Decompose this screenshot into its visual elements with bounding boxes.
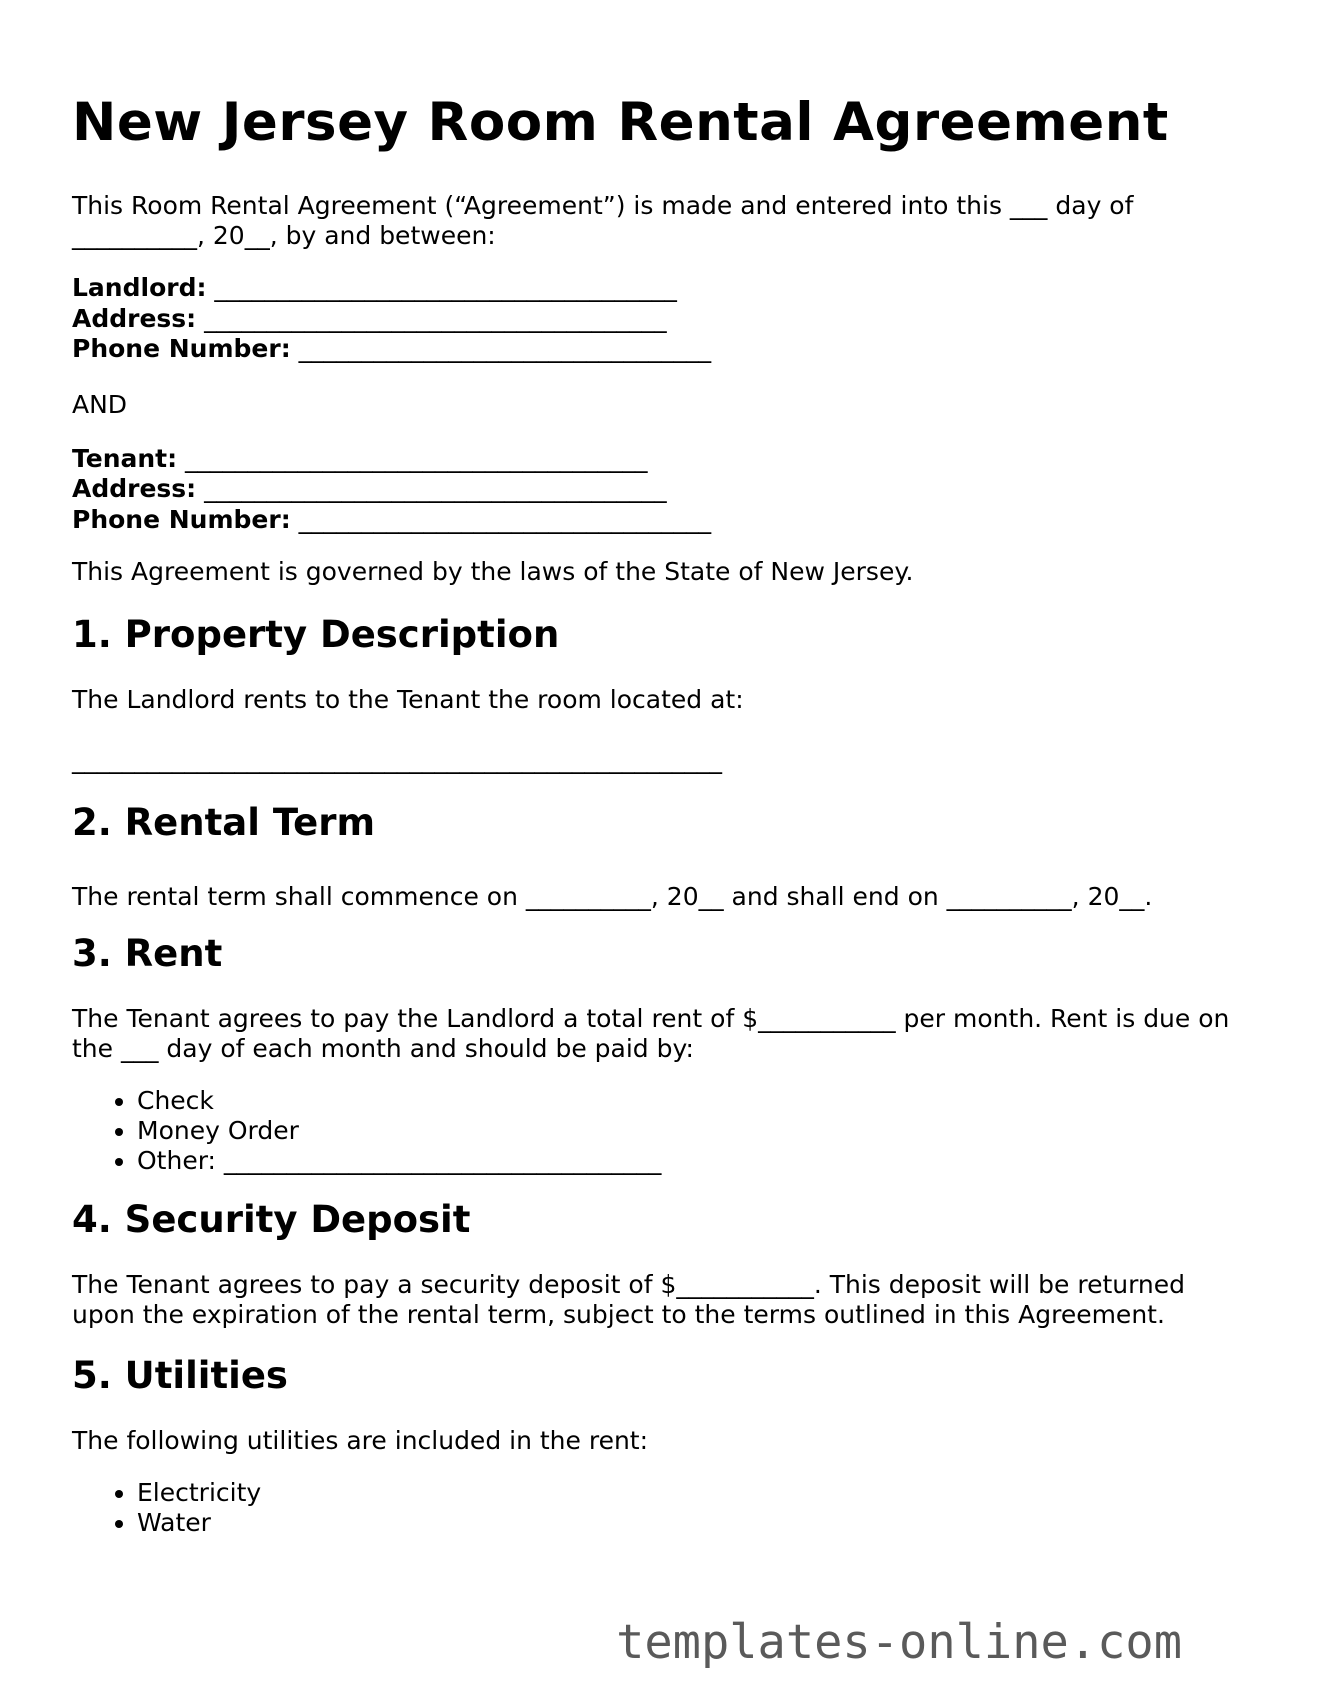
section-term-heading: 2. Rental Term [72,801,376,844]
and-text: AND [72,389,128,419]
list-item: • Money Order [137,1116,1252,1146]
landlord-phone-blank: _________________________________ [290,334,712,363]
landlord-address-line: Address: _____________________________________ [72,303,667,333]
landlord-block [72,273,1252,365]
intro-paragraph: This Room Rental Agreement (“Agreement”) is made and entered into this ___ day of __________, 20__, by and between: [72,191,1134,250]
utilities-list [72,1478,1252,1538]
tenant-name-blank: _____________________________________ [177,443,648,473]
section-rent-text: The Tenant agrees to pay the Landlord a total rent of $___________ per month. Rent is due on the ___ day of each month and should be paid by: [72,1004,1230,1063]
section-property-blank: ____________________________________________________ [72,745,722,774]
section-deposit-heading: 4. Security Deposit [72,1198,471,1241]
list-item: • Water [137,1508,1252,1538]
section-property-heading: 1. Property Description [72,613,560,656]
tenant-address-line: Address: _____________________________________ [72,474,667,503]
tenant-phone-line: Phone Number: _________________________________ [72,504,712,534]
landlord-phone-line: Phone Number: _________________________________ [72,334,712,363]
document-page [72,88,1252,1538]
list-item: • Check [137,1086,1252,1116]
list-item: • Other: ___________________________________ [137,1146,1252,1176]
governing-law-text: This Agreement is governed by the laws of the State of New Jersey. [72,557,914,586]
section-utilities-heading: 5. Utilities [72,1354,288,1397]
tenant-block [72,444,1252,536]
section-utilities-text: The following utilities are included in the rent: [72,1426,649,1455]
list-item: • Electricity [137,1478,1252,1508]
landlord-address-blank: _____________________________________ [196,303,667,333]
section-term-text: The rental term shall commence on __________, 20__ and shall end on __________, 20__. [72,882,1153,911]
tenant-address-blank: _____________________________________ [196,474,667,503]
tenant-phone-blank: _________________________________ [290,504,712,534]
landlord-name-line: Landlord: _____________________________________ [72,273,677,302]
section-rent-heading: 3. Rent [72,932,223,975]
tenant-name-line: Tenant: _____________________________________ [72,443,648,473]
document-title: New Jersey Room Rental Agreement [72,92,1169,153]
watermark-text: templates-online.com [616,1615,1182,1670]
landlord-name-blank: _____________________________________ [206,273,677,302]
section-deposit-text: The Tenant agrees to pay a security deposit of $___________. This deposit will be returned upon the expiration of the rental term, subject to the terms outlined in this Agreement. [72,1270,1186,1329]
payment-method-list [72,1086,1252,1176]
section-property-text: The Landlord rents to the Tenant the room located at: [72,685,744,714]
